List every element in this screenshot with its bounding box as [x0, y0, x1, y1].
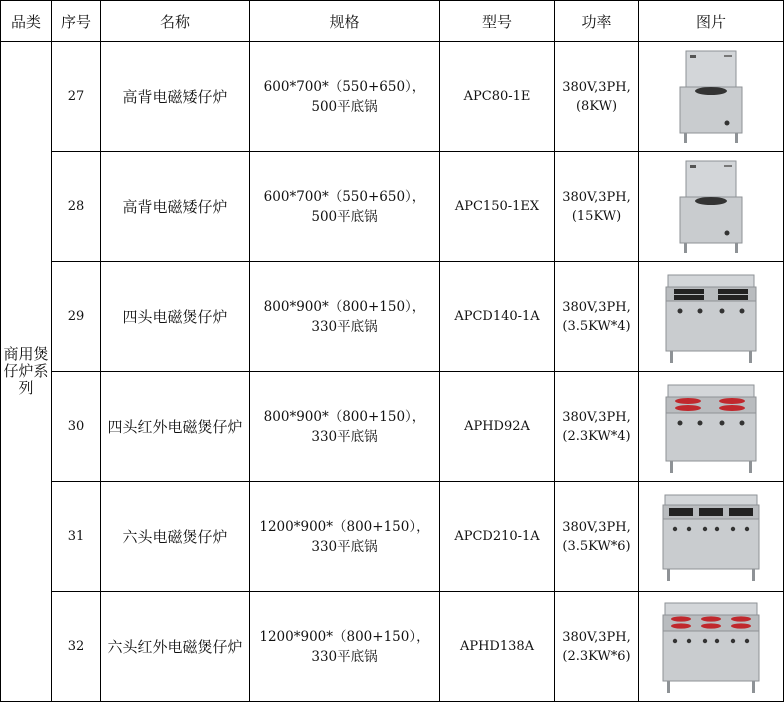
spec-line: 500平底锅 [311, 98, 378, 115]
category-cell [1, 42, 52, 702]
seq-cell: 31 [52, 482, 101, 592]
category-label: 商用煲仔炉系列 [3, 345, 49, 397]
spec-cell [250, 42, 440, 152]
model-cell: APHD92A [440, 372, 555, 482]
power-cell [555, 482, 639, 592]
four-infrared-stove-image [664, 379, 758, 475]
name-cell: 高背电磁矮仔炉 [101, 42, 250, 152]
single-burner-stove-image [676, 159, 746, 255]
name-cell: 四头电磁煲仔炉 [101, 262, 250, 372]
model-cell: APC150-1EX [440, 152, 555, 262]
six-infrared-stove-image [661, 599, 761, 695]
power-line: 380V,3PH, [562, 629, 631, 645]
seq-cell: 32 [52, 592, 101, 702]
name-cell: 六头红外电磁煲仔炉 [101, 592, 250, 702]
spec-line: 330平底锅 [311, 428, 378, 445]
power-line: 380V,3PH, [562, 299, 631, 315]
name-cell: 四头红外电磁煲仔炉 [101, 372, 250, 482]
power-line: (2.3KW*4) [562, 428, 631, 444]
power-line: 380V,3PH, [562, 189, 631, 205]
header-name: 名称 [101, 1, 250, 42]
spec-line: 1200*900*（800+150）， [259, 628, 430, 645]
power-cell [555, 372, 639, 482]
power-cell [555, 152, 639, 262]
power-line: (3.5KW*6) [562, 538, 631, 554]
spec-cell [250, 482, 440, 592]
header-model: 型号 [440, 1, 555, 42]
seq-cell: 28 [52, 152, 101, 262]
table-row [1, 592, 784, 702]
power-cell [555, 262, 639, 372]
table-row [1, 262, 784, 372]
image-cell [639, 482, 784, 592]
header-image: 图片 [639, 1, 784, 42]
single-burner-stove-image [676, 49, 746, 145]
image-cell [639, 152, 784, 262]
spec-line: 1200*900*（800+150）， [259, 518, 430, 535]
header-row [1, 1, 784, 42]
four-induction-stove-image [664, 269, 758, 365]
spec-cell [250, 152, 440, 262]
spec-cell [250, 592, 440, 702]
power-cell [555, 42, 639, 152]
power-line: (2.3KW*6) [562, 648, 631, 664]
spec-line: 600*700*（550+650）， [263, 78, 426, 95]
spec-line: 600*700*（550+650）， [263, 188, 426, 205]
power-line: 380V,3PH, [562, 409, 631, 425]
header-spec: 规格 [250, 1, 440, 42]
image-cell [639, 592, 784, 702]
model-cell: APCD140-1A [440, 262, 555, 372]
name-cell: 高背电磁矮仔炉 [101, 152, 250, 262]
six-induction-stove-image [661, 491, 761, 583]
header-power: 功率 [555, 1, 639, 42]
name-cell: 六头电磁煲仔炉 [101, 482, 250, 592]
image-cell [639, 42, 784, 152]
image-cell [639, 262, 784, 372]
seq-cell: 30 [52, 372, 101, 482]
table-row [1, 152, 784, 262]
power-line: (3.5KW*4) [562, 318, 631, 334]
power-line: 380V,3PH, [562, 519, 631, 535]
image-cell [639, 372, 784, 482]
spec-line: 800*900*（800+150）， [263, 408, 426, 425]
spec-cell [250, 372, 440, 482]
seq-cell: 27 [52, 42, 101, 152]
power-line: (8KW) [575, 98, 618, 114]
seq-cell: 29 [52, 262, 101, 372]
spec-line: 330平底锅 [311, 538, 378, 555]
header-seq: 序号 [52, 1, 101, 42]
spec-line: 330平底锅 [311, 648, 378, 665]
table-row [1, 372, 784, 482]
power-line: (15KW) [571, 208, 622, 224]
model-cell: APC80-1E [440, 42, 555, 152]
power-line: 380V,3PH, [562, 79, 631, 95]
model-cell: APHD138A [440, 592, 555, 702]
spec-line: 500平底锅 [311, 208, 378, 225]
spec-cell [250, 262, 440, 372]
spec-line: 330平底锅 [311, 318, 378, 335]
table-row [1, 42, 784, 152]
model-cell: APCD210-1A [440, 482, 555, 592]
header-category: 品类 [1, 1, 52, 42]
spec-line: 800*900*（800+150）， [263, 298, 426, 315]
power-cell [555, 592, 639, 702]
table-row [1, 482, 784, 592]
